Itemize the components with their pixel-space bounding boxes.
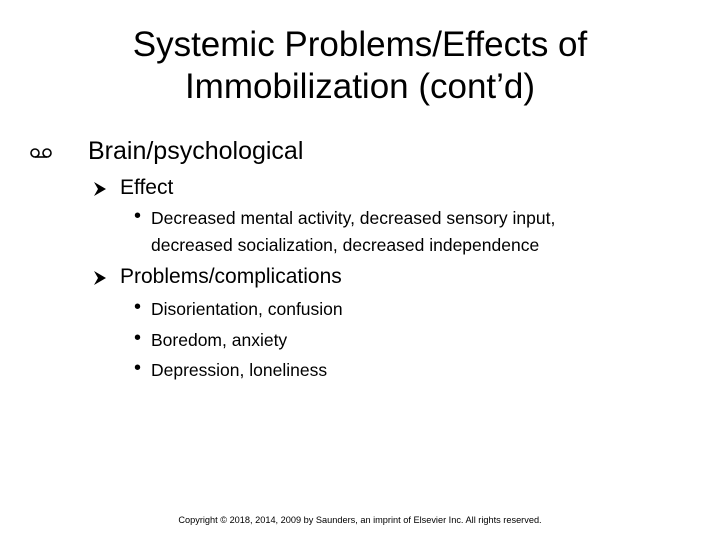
list-item-text: Decreased mental activity, decreased sensory input, (151, 208, 556, 228)
list-item-text: Disorientation, confusion (151, 299, 343, 319)
round-bullet-icon: • (134, 205, 142, 227)
round-bullet-icon: • (134, 327, 142, 349)
copyright-notice: Copyright © 2018, 2014, 2009 by Saunders, an imprint of Elsevier Inc. All rights reserved. (178, 515, 542, 525)
slide-title (0, 24, 720, 108)
list-item-text: Depression, loneliness (151, 360, 328, 380)
heading-text: Brain/psychological (88, 137, 304, 165)
arrowhead-bullet-icon (94, 271, 106, 285)
slide-title-line-1: Systemic Problems/Effects of (132, 25, 588, 64)
voicemail-reel-icon (30, 144, 52, 162)
list-item-text: decreased socialization, decreased independence (151, 235, 540, 255)
slide-title-line-2: Immobilization (cont’d) (184, 67, 536, 106)
round-bullet-icon: • (134, 357, 142, 379)
arrowhead-bullet-icon (94, 182, 106, 196)
sub-bullet-label: Effect (120, 176, 174, 199)
list-item-text: Boredom, anxiety (151, 330, 288, 350)
round-bullet-icon: • (134, 296, 142, 318)
sub-bullet-label: Problems/complications (120, 265, 342, 288)
